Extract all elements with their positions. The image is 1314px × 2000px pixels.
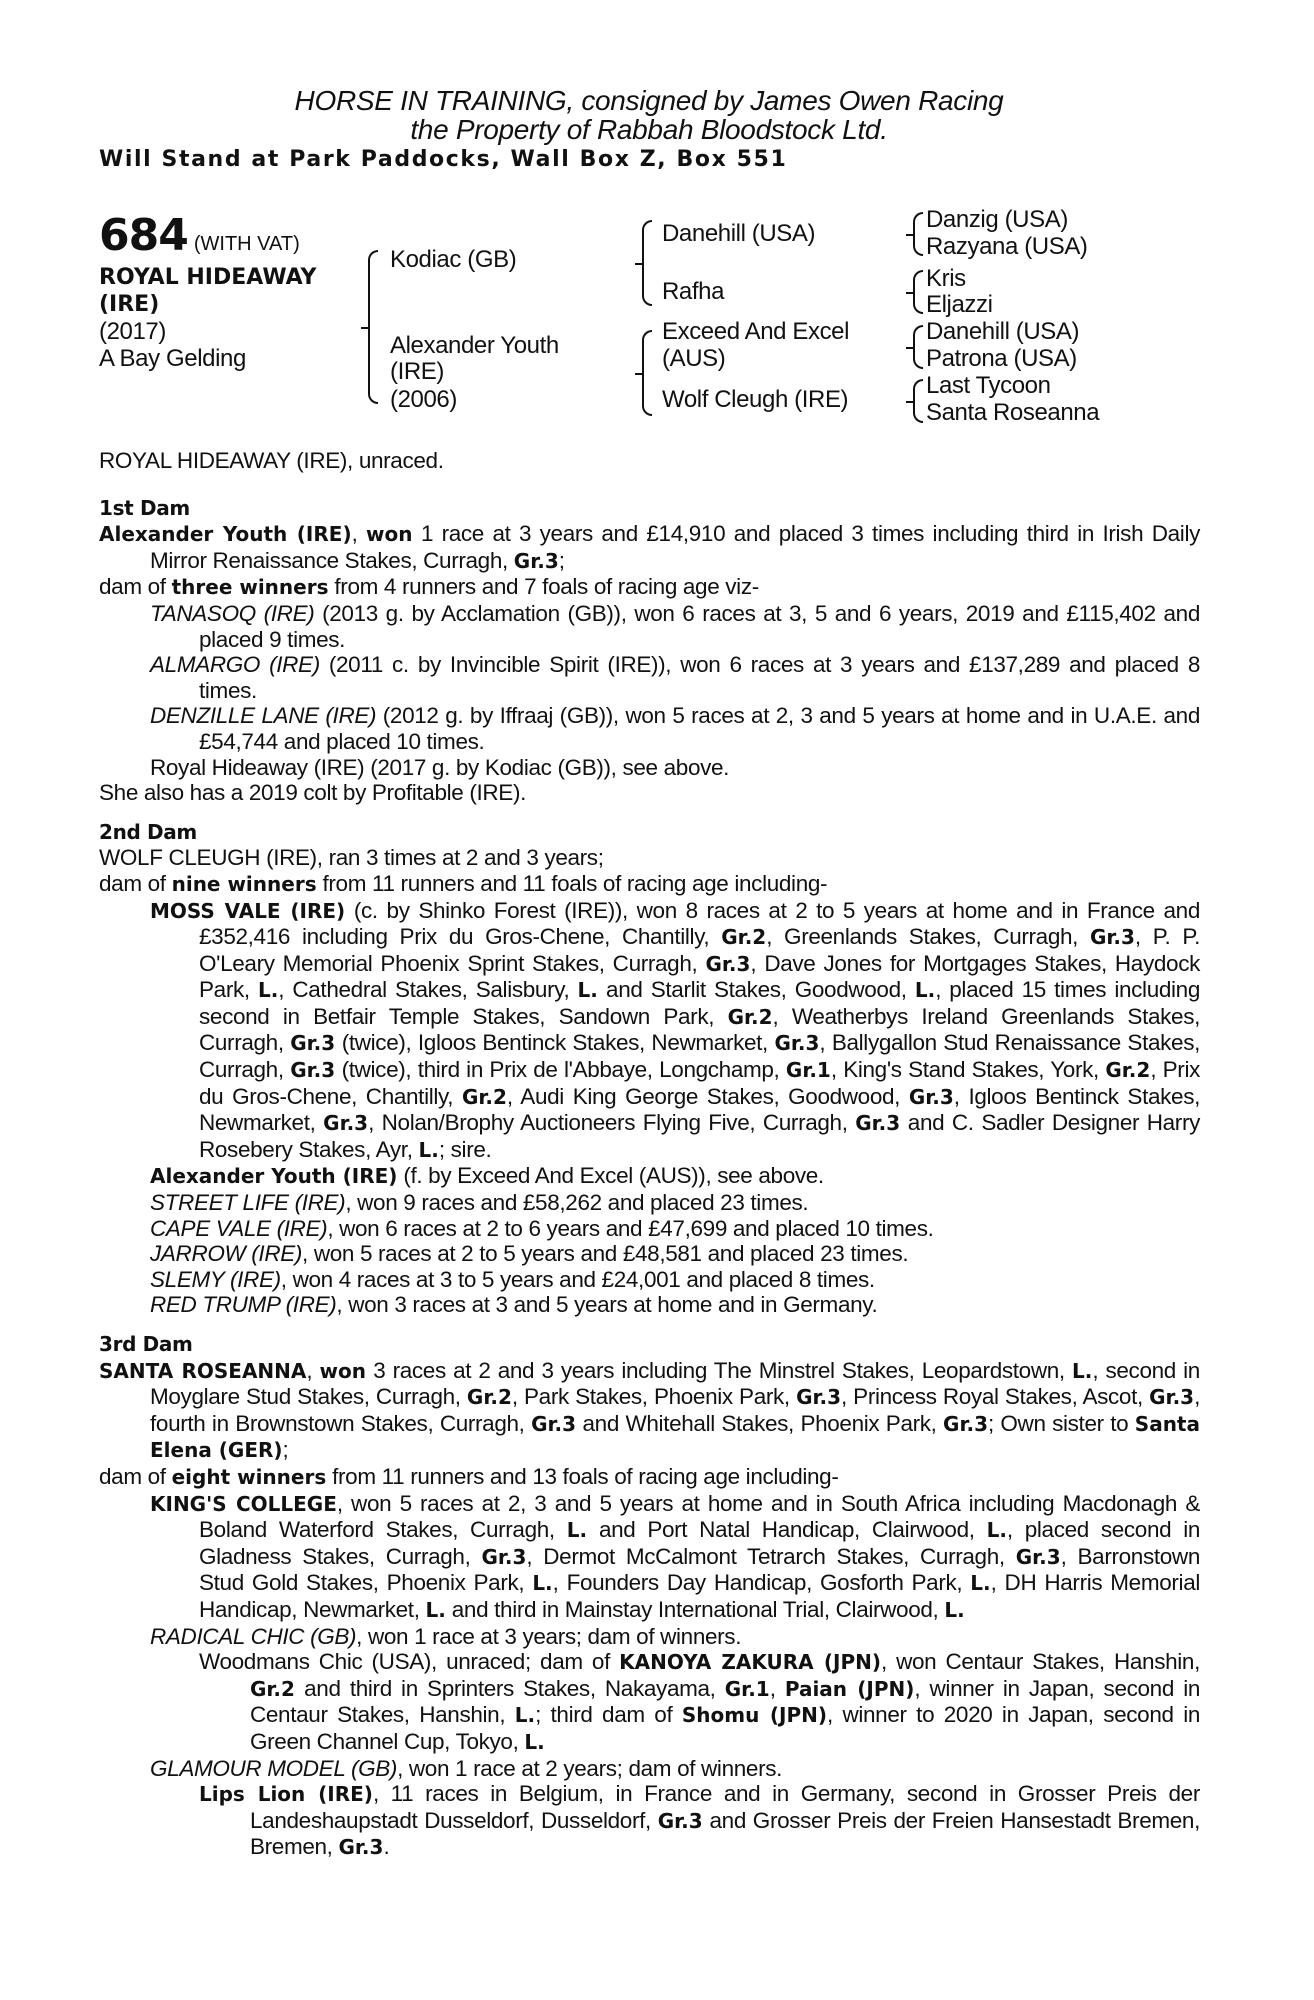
text: ; sire. <box>438 1136 492 1162</box>
text: ; Own sister to <box>988 1410 1135 1436</box>
bold-text: Gr.3 <box>855 1111 901 1136</box>
pedigree-g3: Danzig (USA) <box>926 206 1068 233</box>
text: , Ballygallon Stud Renaissance Stakes, Curragh, <box>199 1030 1200 1083</box>
pedigree-entry <box>99 1781 1200 1861</box>
text: , fourth in Brownstown Stakes, Curragh, <box>150 1384 1200 1436</box>
text: , winner in Japan, second in Centaur Stakes, Hanshin, <box>250 1675 1201 1728</box>
pedigree-entry <box>99 1649 1200 1755</box>
section-heading: 3rd Dam <box>99 1332 193 1356</box>
pedigree-g3: Santa Roseanna <box>926 399 1100 426</box>
text: , won 1 race at 3 years; dam of winners. <box>356 1623 742 1649</box>
text: , placed second in Gladness Stakes, Curragh, <box>199 1517 1201 1569</box>
bold-text: Gr.3 <box>481 1544 527 1569</box>
bold-text: won <box>319 1358 366 1383</box>
text: , Cathedral Stakes, Salisbury, <box>278 977 578 1003</box>
pedigree-sire-sire: Danehill (USA) <box>662 220 816 247</box>
italic-text: RADICAL CHIC (GB) <box>150 1623 357 1649</box>
horse-country: (IRE) <box>99 292 160 317</box>
pedigree-entry <box>99 898 1200 1164</box>
header-property: the Property of Rabbah Bloodstock Ltd. <box>410 114 888 145</box>
pedigree-sire: Kodiac (GB) <box>390 246 517 273</box>
bold-text: Gr.2 <box>250 1676 295 1701</box>
text: dam of <box>99 574 172 600</box>
bold-text: L. <box>914 978 936 1003</box>
text: , DH Harris Memorial Handicap, Newmarket, <box>199 1570 1201 1622</box>
text: from 11 runners and 11 foals of racing age including- <box>316 870 828 896</box>
text: Royal Hideaway (IRE) (2017 g. by Kodiac (GB)), see above. <box>150 754 730 780</box>
horse-description: A Bay Gelding <box>99 345 246 372</box>
bold-text: Gr.3 <box>290 1031 336 1056</box>
bold-text: Gr.2 <box>721 925 767 950</box>
horse-year: (2017) <box>99 318 166 345</box>
text: , <box>351 521 366 547</box>
bold-text: L. <box>257 978 279 1003</box>
text: , Barronstown Stud Gold Stakes, Phoenix Park, <box>199 1543 1200 1596</box>
bold-text: Gr.3 <box>1089 925 1135 950</box>
bold-text: Gr.3 <box>290 1058 336 1083</box>
italic-text: JARROW (IRE) <box>150 1241 303 1267</box>
text: ; third dam of <box>535 1702 682 1728</box>
bold-text: Gr.3 <box>513 548 559 573</box>
text: , placed 15 times including second in Betfair Temple Stakes, Sandown Park, <box>199 977 1200 1029</box>
bold-text: Gr.1 <box>785 1058 831 1083</box>
bold-text: L. <box>944 1597 965 1622</box>
bracket-icon <box>642 220 652 306</box>
bracket-icon <box>368 250 378 404</box>
text: , won 5 races at 2 to 5 years and £48,581 and placed 23 times. <box>302 1241 909 1267</box>
bold-text: KING'S COLLEGE <box>150 1491 337 1516</box>
text: dam of <box>99 870 172 896</box>
bold-text: Gr.2 <box>466 1385 512 1410</box>
italic-text: DENZILLE LANE (IRE) <box>150 703 377 729</box>
text: . <box>383 1834 390 1860</box>
text: ; <box>282 1437 289 1463</box>
bold-text: Gr.3 <box>323 1111 369 1136</box>
text: , Greenlands Stakes, Curragh, <box>766 924 1090 950</box>
italic-text: TANASOQ (IRE) <box>150 600 315 626</box>
text: (twice), third in Prix de l'Abbaye, Longchamp, <box>335 1057 786 1083</box>
text: WOLF CLEUGH (IRE), ran 3 times at 2 and 3 years; <box>99 845 604 871</box>
text: (2012 g. by Iffraaj (GB)), won 5 races at 2, 3 and 5 years at home and in U.A.E. and £54,744 and placed 10 times. <box>199 703 1200 754</box>
text: , won 1 race at 2 years; dam of winners. <box>397 1755 783 1781</box>
text: (c. by Shinko Forest (IRE)), won 8 races at 2 to 5 years at home and in France and £352,416 including Prix du Gros-Chene, Chantilly, <box>199 897 1200 950</box>
bracket-icon <box>913 212 923 256</box>
text: , won 6 races at 2 to 6 years and £47,699 and placed 10 times. <box>327 1215 934 1241</box>
bold-text: L. <box>970 1571 991 1596</box>
text: from 4 runners and 7 foals of racing age viz- <box>328 574 759 600</box>
bold-text: won <box>365 522 413 547</box>
text: and Port Natal Handicap, Clairwood, <box>587 1517 987 1543</box>
text: , Dave Jones for Mortgages Stakes, Haydock Park, <box>199 950 1200 1003</box>
text: , winner to 2020 in Japan, second in Green Channel Cup, Tokyo, <box>250 1702 1201 1754</box>
text: , <box>306 1357 320 1383</box>
pedigree-entry <box>99 1756 1200 1782</box>
text: , Park Stakes, Phoenix Park, <box>511 1384 797 1410</box>
pedigree-entry <box>99 1190 1200 1216</box>
italic-text: CAPE VALE (IRE) <box>150 1215 328 1241</box>
text: from 11 runners and 13 foals of racing age including- <box>326 1463 839 1489</box>
pedigree-g3: Patrona (USA) <box>926 345 1077 372</box>
pedigree-entry <box>99 780 1200 806</box>
text: , Igloos Bentinck Stakes, Newmarket, <box>199 1083 1200 1136</box>
vat-note: (WITH VAT) <box>193 233 300 255</box>
text: and Grosser Preis der Freien Hansestadt Bremen, Bremen, <box>250 1807 1200 1860</box>
bold-text: SANTA ROSEANNA <box>99 1358 307 1383</box>
bold-text: Alexander Youth (IRE) <box>99 522 352 547</box>
bold-text: nine winners <box>171 871 317 896</box>
bold-text: eight winners <box>171 1464 327 1489</box>
pedigree-entry <box>99 521 1200 574</box>
pedigree-dam: (IRE) <box>390 358 444 385</box>
bold-text: MOSS VALE (IRE) <box>150 898 346 923</box>
bold-text: Gr.3 <box>774 1031 820 1056</box>
italic-text: GLAMOUR MODEL (GB) <box>150 1755 398 1781</box>
text: , <box>769 1675 785 1701</box>
horse-name-line: ROYAL HIDEAWAY <box>99 265 317 290</box>
pedigree-entry <box>99 1491 1200 1624</box>
bold-text: Santa Elena (GER) <box>150 1411 1200 1463</box>
text: , won 4 races at 3 to 5 years and £24,001 and placed 8 times. <box>280 1266 875 1292</box>
bold-text: Shomu (JPN) <box>681 1703 828 1728</box>
bold-text: L. <box>532 1571 553 1596</box>
lot-number <box>99 210 300 261</box>
pedigree-g3: Kris <box>926 265 966 292</box>
section-heading: 1st Dam <box>99 495 190 520</box>
bold-text: Gr.3 <box>531 1411 577 1436</box>
bold-text: three winners <box>171 575 329 600</box>
text: (twice), Igloos Bentinck Stakes, Newmarket, <box>335 1030 775 1056</box>
text: , Founders Day Handicap, Gosforth Park, <box>552 1570 971 1596</box>
text: (2013 g. by Acclamation (GB)), won 6 races at 3, 5 and 6 years, 2019 and £115,402 and placed 9 times. <box>199 600 1200 652</box>
pedigree-entry <box>99 1624 1200 1650</box>
text: dam of <box>99 1463 172 1489</box>
pedigree-entry <box>99 1216 1200 1242</box>
bold-text: L. <box>986 1518 1007 1543</box>
bold-text: Gr.3 <box>908 1084 954 1109</box>
text: and third in Mainstay International Trial, Clairwood, <box>445 1596 945 1622</box>
pedigree-entry <box>99 601 1200 652</box>
pedigree-g3: Razyana (USA) <box>926 233 1088 260</box>
italic-text: RED TRUMP (IRE) <box>150 1292 337 1318</box>
text: , 11 races in Belgium, in France and in Germany, second in Grosser Preis der Landeshaupstadt Dusseldorf, Dusseldorf, <box>250 1781 1200 1833</box>
bracket-icon <box>642 330 652 416</box>
text: , Audi King George Stakes, Goodwood, <box>506 1083 909 1109</box>
text: , Princess Royal Stakes, Ascot, <box>841 1384 1150 1410</box>
bold-text: Gr.1 <box>724 1676 770 1701</box>
italic-text: SLEMY (IRE) <box>150 1266 281 1292</box>
text: , won Centaur Stakes, Hanshin, <box>881 1649 1200 1675</box>
section-heading: 2nd Dam <box>99 819 197 844</box>
text: , Dermot McCalmont Tetrarch Stakes, Curragh, <box>526 1543 1016 1569</box>
bold-text: L. <box>1072 1358 1093 1383</box>
pedigree-g3: Danehill (USA) <box>926 318 1080 345</box>
text: 3 races at 2 and 3 years including The Minstrel Stakes, Leopardstown, <box>365 1357 1073 1383</box>
bold-text: L. <box>566 1518 588 1543</box>
text: , second in Moyglare Stud Stakes, Curragh, <box>150 1357 1200 1410</box>
bracket-icon <box>913 379 923 423</box>
bold-text: Gr.3 <box>1015 1544 1061 1569</box>
bold-text: L. <box>514 1703 536 1728</box>
text: , Nolan/Brophy Auctioneers Flying Five, Curragh, <box>368 1110 856 1136</box>
text: and third in Sprinters Stakes, Nakayama, <box>294 1675 725 1701</box>
horse-name <box>99 264 369 318</box>
text: Woodmans Chic (USA), unraced; dam of <box>199 1649 620 1675</box>
catalogue-body <box>99 448 1200 1861</box>
pedigree-dam-sire: (AUS) <box>662 345 726 372</box>
bold-text: L. <box>425 1597 446 1622</box>
bold-text: Lips Lion (IRE) <box>199 1782 373 1807</box>
bold-text: Alexander Youth (IRE) <box>150 1164 398 1189</box>
pedigree-entry <box>99 1163 1200 1190</box>
bold-text: Gr.3 <box>338 1835 384 1860</box>
pedigree-entry <box>99 755 1200 781</box>
text: (f. by Exceed And Excel (AUS)), see above. <box>397 1163 824 1189</box>
pedigree-dam-dam: Wolf Cleugh (IRE) <box>662 386 849 413</box>
text: , Weatherbys Ireland Greenlands Stakes, Curragh, <box>199 1003 1201 1056</box>
bold-text: Gr.2 <box>1105 1058 1151 1083</box>
bold-text: Gr.3 <box>1149 1385 1195 1410</box>
text: ; <box>558 547 565 573</box>
bold-text: Gr.3 <box>943 1411 988 1436</box>
dam-section <box>99 1332 1200 1861</box>
text: and Starlit Stakes, Goodwood, <box>597 977 915 1003</box>
bold-text: L. <box>524 1729 545 1754</box>
bracket-icon <box>913 270 923 314</box>
pedigree-entry <box>99 652 1200 703</box>
pedigree-g3: Eljazzi <box>926 291 993 318</box>
pedigree-dam: Alexander Youth <box>390 332 559 359</box>
text: She also has a 2019 colt by Profitable (IRE). <box>99 780 526 806</box>
text: , won 9 races and £58,262 and placed 23 times. <box>345 1190 809 1216</box>
bold-text: Gr.3 <box>657 1808 703 1833</box>
pedigree-entry <box>99 574 1200 601</box>
dam-section <box>99 496 1200 806</box>
italic-text: ALMARGO (IRE) <box>150 652 320 678</box>
lot-number-value: 684 <box>99 210 188 261</box>
pedigree-dam-sire: Exceed And Excel <box>662 318 850 345</box>
header-consignor: HORSE IN TRAINING, consigned by James Owen Racing <box>294 85 1004 116</box>
text: , P. P. O'Leary Memorial Phoenix Sprint Stakes, Curragh, <box>199 924 1200 976</box>
bold-text: Gr.2 <box>461 1084 507 1109</box>
bold-text: Paian (JPN) <box>784 1676 915 1701</box>
bold-text: L. <box>418 1137 439 1162</box>
pedigree-dam: (2006) <box>390 386 457 413</box>
bold-text: Gr.3 <box>796 1385 842 1410</box>
pedigree-entry <box>99 1241 1200 1267</box>
text: , won 3 races at 3 and 5 years at home and in Germany. <box>336 1292 878 1318</box>
pedigree-entry <box>99 1464 1200 1491</box>
text: 1 race at 3 years and £14,910 and placed 3 times including third in Irish Daily Mirror Renaissance Stakes, Curragh, <box>150 521 1200 573</box>
bold-text: KANOYA ZAKURA (JPN) <box>619 1650 882 1675</box>
italic-text: STREET LIFE (IRE) <box>150 1190 346 1216</box>
pedigree-entry <box>99 1292 1200 1318</box>
pedigree-entry <box>99 845 1200 871</box>
text: , won 5 races at 2, 3 and 5 years at home and in South Africa including Macdonagh & Boland Waterford Stakes, Curragh, <box>199 1490 1200 1543</box>
pedigree-g3: Last Tycoon <box>926 372 1051 399</box>
header-location: Will Stand at Park Paddocks, Wall Box Z, Box 551 <box>99 147 788 172</box>
pedigree-entry <box>99 703 1200 754</box>
bold-text: L. <box>577 978 598 1003</box>
pedigree-entry <box>99 871 1200 898</box>
text: (2011 c. by Invincible Spirit (IRE)), won 6 races at 3 years and £137,289 and placed 8 times. <box>199 652 1200 703</box>
bold-text: Gr.2 <box>727 1004 773 1029</box>
pedigree-entry <box>99 1267 1200 1293</box>
dam-section <box>99 820 1200 1318</box>
dam-sections <box>99 496 1200 1861</box>
race-record-summary: ROYAL HIDEAWAY (IRE), unraced. <box>99 448 444 473</box>
text: and Whitehall Stakes, Phoenix Park, <box>576 1410 944 1436</box>
bold-text: Gr.3 <box>705 951 751 976</box>
bracket-icon <box>913 325 923 369</box>
pedigree-sire-dam: Rafha <box>662 278 725 305</box>
text: and C. Sadler Designer Harry Rosebery Stakes, Ayr, <box>199 1110 1200 1162</box>
text: , Prix du Gros-Chene, Chantilly, <box>199 1057 1201 1109</box>
text: , King's Stand Stakes, York, <box>830 1057 1106 1083</box>
pedigree-entry <box>99 1358 1200 1464</box>
